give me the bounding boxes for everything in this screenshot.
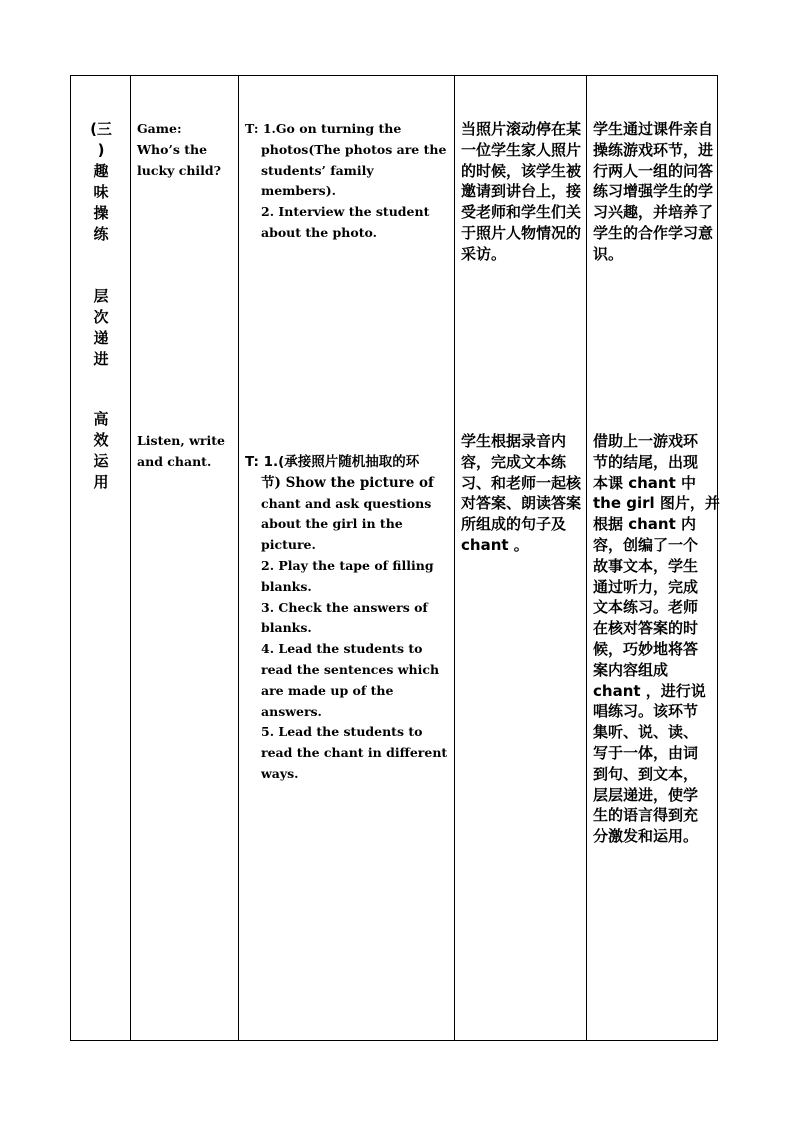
- section-subtitle-1: [71, 286, 131, 370]
- section-number-char: (三: [90, 120, 112, 138]
- student-activity-cell: [461, 119, 583, 265]
- design-intent-line: 容，创编了一个: [593, 535, 699, 554]
- section-title-char: 练: [93, 225, 109, 243]
- design-intent-line: 故事文本，学生: [593, 556, 699, 575]
- teacher-line: 3. Check the answers of: [261, 599, 428, 615]
- column-divider: [586, 76, 587, 1040]
- teacher-line: 2. Interview the student: [261, 204, 430, 220]
- teacher-line: 节) Show the picture of: [261, 474, 434, 491]
- student-activity-text: 当照片滚动停在某一位学生家人照片的时候，该学生被邀请到讲台上，接受老师和学生们关于照片人物情况的采访。: [461, 120, 582, 263]
- section-number-char: ): [97, 141, 105, 159]
- design-intent-line: 分激发和运用。: [593, 827, 699, 846]
- teacher-line: picture.: [261, 537, 316, 553]
- teacher-line: are made up of the: [261, 682, 394, 698]
- design-intent-line: 借助上一游戏环: [593, 432, 699, 450]
- lesson-plan-table: [70, 75, 718, 1041]
- teacher-line: 2. Play the tape of filling: [261, 557, 434, 573]
- section-subtitle-char: 用: [93, 473, 109, 491]
- teacher-line: blanks.: [261, 578, 312, 594]
- teacher-line: answers.: [261, 703, 322, 719]
- activity-line: and chant.: [137, 453, 212, 469]
- teacher-line: 4. Lead the students to: [261, 641, 423, 657]
- teacher-line-text: 1.Go on turning the: [262, 121, 402, 136]
- design-intent-line: 唱练习。该环节: [593, 702, 699, 721]
- design-intent-line: 文本练习。老师: [593, 598, 699, 617]
- section-subtitle-char: 运: [93, 452, 109, 470]
- design-intent-line: 通过听力，完成: [593, 577, 699, 596]
- design-intent-line: 生的语言得到充: [593, 806, 699, 825]
- design-intent-text: 学生通过课件亲自操练游戏环节，进行两人一组的问答练习增强学生的学习兴趣，并培养了学生的合作学习意识。: [593, 120, 714, 263]
- teacher-line: 5. Lead the students to: [261, 724, 423, 740]
- activity-line: lucky child?: [137, 162, 221, 178]
- teacher-line: read the chant in different: [261, 745, 448, 761]
- activity-cell: [137, 119, 235, 181]
- design-intent-line: 节的结尾，出现: [593, 452, 699, 471]
- teacher-line: members).: [261, 183, 336, 199]
- section-title: [71, 161, 131, 245]
- teacher-line: photos(The photos are the: [261, 141, 447, 157]
- section-subtitle-2: [71, 409, 131, 493]
- design-intent-line: 候，巧妙地将答: [593, 639, 699, 658]
- design-intent-line: 根据 chant 内: [593, 515, 696, 534]
- design-intent-line: the girl 图片，并: [593, 494, 720, 513]
- section-subtitle-char: 次: [93, 308, 109, 326]
- design-intent-line: 在核对答案的时: [593, 619, 699, 638]
- teacher-line: T: 1.Go on turning the: [245, 121, 402, 136]
- column-divider: [238, 76, 239, 1040]
- activity-line: Who’s the: [137, 141, 208, 157]
- section-subtitle-char: 递: [93, 329, 109, 347]
- teacher-line: blanks.: [261, 620, 312, 636]
- activity-line: Game:: [137, 121, 182, 136]
- teacher-line: ways.: [261, 765, 299, 781]
- design-intent-line: 到句、到文本，: [593, 764, 699, 783]
- activity-cell: [137, 431, 235, 473]
- section-title-char: 味: [93, 183, 109, 201]
- teacher-line: chant and ask questions: [261, 495, 432, 511]
- teacher-activity-cell: [245, 119, 451, 244]
- design-intent-line: 集听、说、读、: [593, 723, 699, 742]
- section-subtitle-char: 高: [93, 410, 109, 428]
- student-activity-cell: [461, 431, 583, 556]
- design-intent-line: 写于一体，由词: [593, 743, 699, 762]
- teacher-line: about the photo.: [261, 224, 377, 240]
- design-intent-line: chant ，进行说: [593, 681, 706, 700]
- section-title-char: 操: [93, 204, 109, 222]
- teacher-line: T: 1.(承接照片随机抽取的环: [245, 454, 420, 470]
- teacher-line: students’ family: [261, 162, 374, 178]
- teacher-activity-cell: [245, 452, 451, 785]
- design-intent-cell: [593, 119, 715, 265]
- section-subtitle-char: 进: [93, 350, 109, 368]
- teacher-line: read the sentences which: [261, 661, 440, 677]
- activity-line: Listen, write: [137, 433, 225, 448]
- design-intent-line: 案内容组成: [593, 660, 669, 679]
- section-number: [71, 119, 131, 161]
- design-intent-line: 层层递进，使学: [593, 785, 699, 804]
- column-divider: [454, 76, 455, 1040]
- section-subtitle-char: 效: [93, 431, 109, 449]
- teacher-line: about the girl in the: [261, 516, 403, 532]
- section-subtitle-char: 层: [93, 287, 109, 305]
- section-title-char: 趣: [93, 162, 109, 180]
- design-intent-line: 本课 chant 中: [593, 473, 696, 492]
- design-intent-cell: [593, 431, 720, 847]
- student-activity-text: 学生根据录音内容，完成文本练习、和老师一起核对答案、朗读答案所组成的句子及chant 。: [461, 432, 582, 554]
